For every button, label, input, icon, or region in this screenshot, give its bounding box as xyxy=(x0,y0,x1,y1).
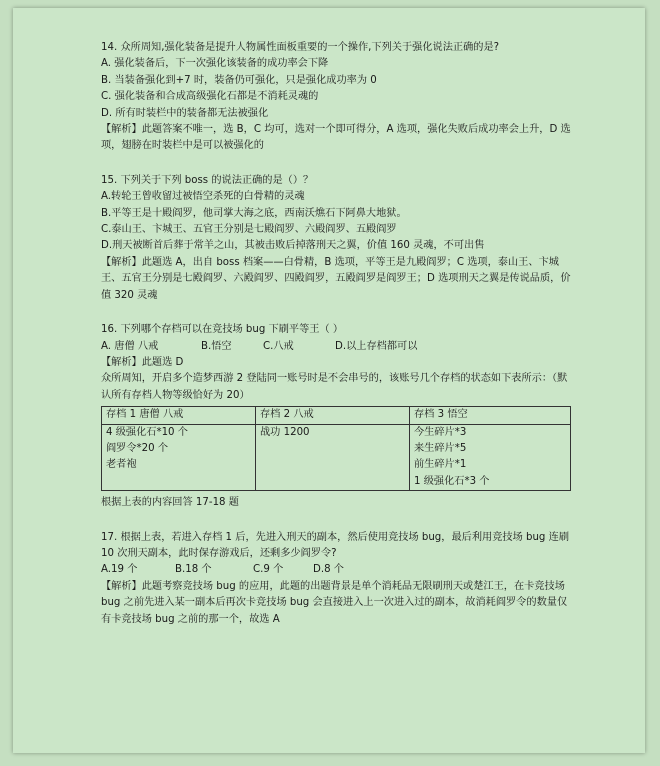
question-16-intro: 众所周知，开启多个造梦西游 2 登陆同一账号时是不会串号的，该账号几个存档的状态如下表所示：（默认所有存档人物等级恰好为 20） xyxy=(101,373,568,401)
document-page xyxy=(13,8,645,753)
question-15-title: 15. 下列关于下列 boss 的说法正确的是（）？ xyxy=(101,174,314,186)
question-16-title: 16. 下列哪个存档可以在竞技场 bug 下刷平等王（ ） xyxy=(101,324,344,336)
question-17-option-c: C.9 个 xyxy=(253,564,284,576)
question-14-option-d: D. 所有时装栏中的装备都无法被强化 xyxy=(101,107,269,119)
question-16-option-d: D.以上存档都可以 xyxy=(335,340,418,352)
table-note: 根据上表的内容回答 17-18 题 xyxy=(101,497,239,509)
table-cell-archive-2 xyxy=(256,424,410,491)
table-cell-line: 阎罗令*20 个 xyxy=(106,442,169,454)
table-cell-line: 战功 1200 xyxy=(260,426,310,438)
question-14-title: 14. 众所周知,强化装备是提升人物属性面板重要的一个操作,下列关于强化说法正确的是? xyxy=(101,42,500,53)
question-14-option-a: A. 强化装备后，下一次强化该装备的成功率会下降 xyxy=(101,58,329,70)
question-17-option-b: B.18 个 xyxy=(175,564,212,576)
question-16 xyxy=(101,322,571,511)
question-16-analysis: 【解析】此题选 D xyxy=(101,356,184,368)
question-17-title: 17. 根据上表，若进入存档 1 后，先进入刑天的副本，然后使用竞技场 bug，最后利用竞技场 bug 连刷 10 次刑天副本，此时保存游戏后，还剩多少阎罗令? xyxy=(101,531,570,559)
question-14-option-b: B. 当装备强化到+7 时，装备仍可强化，只是强化成功率为 0 xyxy=(101,74,377,86)
archive-table xyxy=(101,406,571,491)
table-cell-archive-3 xyxy=(410,424,571,491)
question-14 xyxy=(101,40,571,155)
spacer xyxy=(101,155,571,173)
table-cell-line: 老者袍 xyxy=(106,459,137,471)
spacer xyxy=(101,512,571,530)
table-cell-line: 4 级强化石*10 个 xyxy=(106,426,188,438)
question-15 xyxy=(101,173,571,304)
question-16-options xyxy=(101,339,571,355)
table-row xyxy=(102,424,571,491)
question-17-analysis: 【解析】此题考察竞技场 bug 的应用，此题的出题背景是单个消耗品无限刷刑天或楚江王，在卡竞技场 bug 之前先进入某一副本后再次卡竞技场 bug 会直接进入上一次进入过的副本，故消耗阎罗令的数量仅有卡竞技场 bug 之前的那一个，故选 A xyxy=(101,580,568,625)
question-15-option-b: B.平等王是十殿阎罗，他司掌大海之底，西南沃燋石下阿鼻大地狱。 xyxy=(101,207,407,219)
question-14-option-c: C. 强化装备和合成高级强化石都是不消耗灵魂的 xyxy=(101,91,319,103)
question-17 xyxy=(101,530,571,628)
table-cell-line: 来生碎片*5 xyxy=(414,442,467,454)
table-cell-archive-1 xyxy=(102,424,256,491)
table-cell-line: 1 级强化石*3 个 xyxy=(414,475,490,487)
question-15-option-c: C.泰山王、卞城王、五官王分别是七殿阎罗、六殿阎罗、五殿阎罗 xyxy=(101,224,397,236)
spacer xyxy=(101,304,571,322)
table-header-cell: 存档 3 悟空 xyxy=(410,407,571,424)
table-header-cell: 存档 2 八戒 xyxy=(256,407,410,424)
question-16-option-b: B.悟空 xyxy=(201,340,232,352)
question-16-option-a: A. 唐僧 八戒 xyxy=(101,340,159,352)
table-header-row xyxy=(102,407,571,424)
question-17-option-a: A.19 个 xyxy=(101,564,138,576)
question-17-options xyxy=(101,562,571,578)
question-16-option-c: C.八戒 xyxy=(263,340,294,352)
question-15-analysis: 【解析】此题选 A，出自 boss 档案——白骨精，B 选项，平等王是九殿阎罗；C 选项，泰山王、卞城王、五官王分别是七殿阎罗、六殿阎罗、四殿阎罗，五殿阎罗是阎罗王；D 选项刑天之翼是传说品质，价值 320 灵魂 xyxy=(101,256,571,301)
question-14-analysis: 【解析】此题答案不唯一，选 B，C 均可，选对一个即可得分，A 选项，强化失败后成功率会上升，D 选项，翅膀在时装栏中是可以被强化的 xyxy=(101,124,571,152)
document-content xyxy=(101,40,571,628)
question-15-option-a: A.转轮王曾收留过被悟空杀死的白骨精的灵魂 xyxy=(101,191,305,203)
table-cell-line: 今生碎片*3 xyxy=(414,426,467,438)
question-15-option-d: D.刑天被断首后葬于常羊之山，其被击败后掉落刑天之翼，价值 160 灵魂，不可出售 xyxy=(101,240,485,252)
table-cell-line: 前生碎片*1 xyxy=(414,459,467,471)
table-header-cell: 存档 1 唐僧 八戒 xyxy=(102,407,256,424)
question-17-option-d: D.8 个 xyxy=(313,564,344,576)
